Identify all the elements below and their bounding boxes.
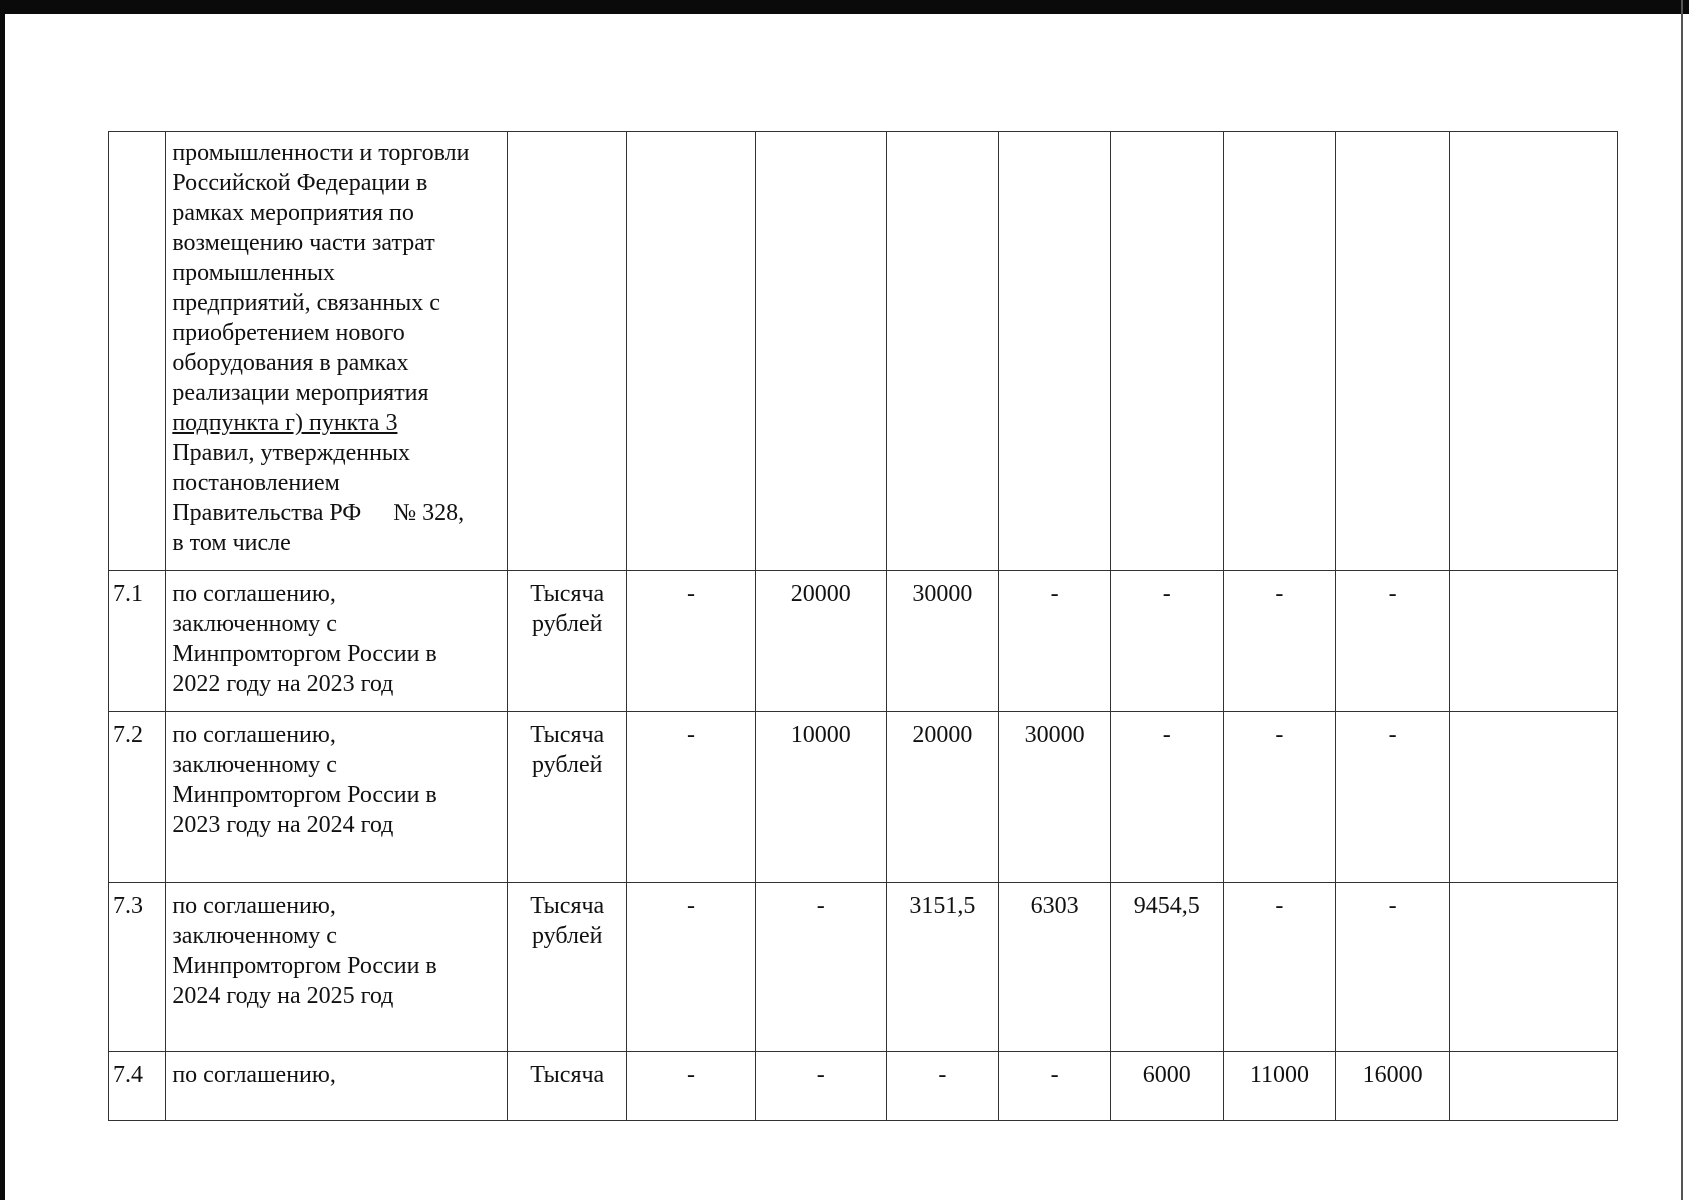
description-line: Российской Федерации в — [172, 170, 428, 196]
description-line: по соглашению, — [172, 581, 336, 607]
value-cell: - — [755, 883, 886, 1052]
value-cell: 20000 — [755, 571, 886, 712]
value-cell — [1449, 132, 1617, 571]
value-cell — [1336, 132, 1450, 571]
scan-border-top — [0, 0, 1689, 14]
value-cell: - — [1336, 712, 1450, 883]
value-cell — [627, 132, 756, 571]
unit-line: Тысяча — [530, 1062, 605, 1088]
row-number-cell: 7.2 — [109, 712, 166, 883]
value-cell: - — [1336, 571, 1450, 712]
row-number-cell: 7.3 — [109, 883, 166, 1052]
value-cell — [1449, 571, 1617, 712]
value-cell: 6000 — [1110, 1052, 1223, 1121]
value-cell: 16000 — [1336, 1052, 1450, 1121]
value-cell — [755, 132, 886, 571]
description-line: промышленных — [172, 260, 335, 286]
description-line: Минпромторгом России в — [172, 782, 437, 808]
value-cell: - — [1223, 712, 1336, 883]
description-line: предприятий, связанных с — [172, 290, 440, 316]
value-cell: 9454,5 — [1110, 883, 1223, 1052]
row-number-cell — [109, 132, 166, 571]
description-line: приобретением нового — [172, 320, 405, 346]
value-cell: - — [1110, 712, 1223, 883]
description-line: заключенному с — [172, 752, 337, 778]
description-line: Минпромторгом России в — [172, 641, 437, 667]
unit-line: Тысяча — [530, 581, 605, 607]
description-line: оборудования в рамках — [172, 350, 409, 376]
value-cell: 30000 — [886, 571, 999, 712]
description-line: Минпромторгом России в — [172, 953, 437, 979]
description-line: Правил, утвержденных — [172, 440, 411, 466]
row-number-cell: 7.4 — [109, 1052, 166, 1121]
value-cell: - — [886, 1052, 999, 1121]
value-cell: - — [627, 571, 756, 712]
description-line: по соглашению, — [172, 1062, 336, 1088]
table-row — [109, 571, 1618, 712]
value-cell: - — [627, 883, 756, 1052]
description-line-wrap — [172, 498, 501, 528]
table-row — [109, 883, 1618, 1052]
description-line-link: подпункта г) пункта 3 — [172, 410, 398, 436]
value-cell: 11000 — [1223, 1052, 1336, 1121]
unit-cell — [508, 883, 627, 1052]
unit-line: рублей — [531, 611, 603, 637]
unit-line: рублей — [531, 752, 603, 778]
unit-cell — [508, 571, 627, 712]
value-cell: - — [755, 1052, 886, 1121]
unit-line: рублей — [531, 923, 603, 949]
description-line: постановлением — [172, 470, 340, 496]
description-line: заключенному с — [172, 923, 337, 949]
value-cell: 30000 — [999, 712, 1111, 883]
value-cell — [999, 132, 1111, 571]
description-line: по соглашению, — [172, 893, 336, 919]
indicators-table — [108, 131, 1618, 1121]
description-cell — [166, 1052, 508, 1121]
value-cell: - — [999, 571, 1111, 712]
value-cell — [1110, 132, 1223, 571]
scan-border-right — [1681, 0, 1683, 1200]
description-line: Правительства РФ — [172, 500, 362, 526]
description-cell — [166, 883, 508, 1052]
value-cell: 6303 — [999, 883, 1111, 1052]
value-cell: - — [1336, 883, 1450, 1052]
value-cell: 10000 — [755, 712, 886, 883]
value-cell: - — [1223, 883, 1336, 1052]
description-cell — [166, 712, 508, 883]
description-line: заключенному с — [172, 611, 337, 637]
value-cell: - — [1223, 571, 1336, 712]
value-cell — [1449, 883, 1617, 1052]
value-cell — [1449, 1052, 1617, 1121]
description-line: в том числе — [172, 530, 291, 556]
value-cell: 3151,5 — [886, 883, 999, 1052]
value-cell — [1449, 712, 1617, 883]
description-line: по соглашению, — [172, 722, 336, 748]
value-cell — [886, 132, 999, 571]
description-line: № 328, — [393, 500, 465, 526]
unit-line: Тысяча — [530, 893, 605, 919]
row-number-cell: 7.1 — [109, 571, 166, 712]
description-cell — [166, 571, 508, 712]
description-cell — [166, 132, 508, 571]
table-row — [109, 1052, 1618, 1121]
value-cell: - — [1110, 571, 1223, 712]
unit-line: Тысяча — [530, 722, 605, 748]
table-row — [109, 132, 1618, 571]
value-cell: 20000 — [886, 712, 999, 883]
description-line: 2022 году на 2023 год — [172, 671, 394, 697]
description-line: 2024 году на 2025 год — [172, 983, 394, 1009]
description-line: возмещению части затрат — [172, 230, 435, 256]
value-cell: - — [999, 1052, 1111, 1121]
table-row — [109, 712, 1618, 883]
unit-cell — [508, 132, 627, 571]
unit-cell — [508, 1052, 627, 1121]
value-cell: - — [627, 712, 756, 883]
description-line: рамках мероприятия по — [172, 200, 414, 226]
value-cell: - — [627, 1052, 756, 1121]
scan-border-left — [0, 0, 5, 1200]
value-cell — [1223, 132, 1336, 571]
unit-cell — [508, 712, 627, 883]
description-line: 2023 году на 2024 год — [172, 812, 394, 838]
description-line: реализации мероприятия — [172, 380, 429, 406]
description-line: промышленности и торговли — [172, 140, 470, 166]
